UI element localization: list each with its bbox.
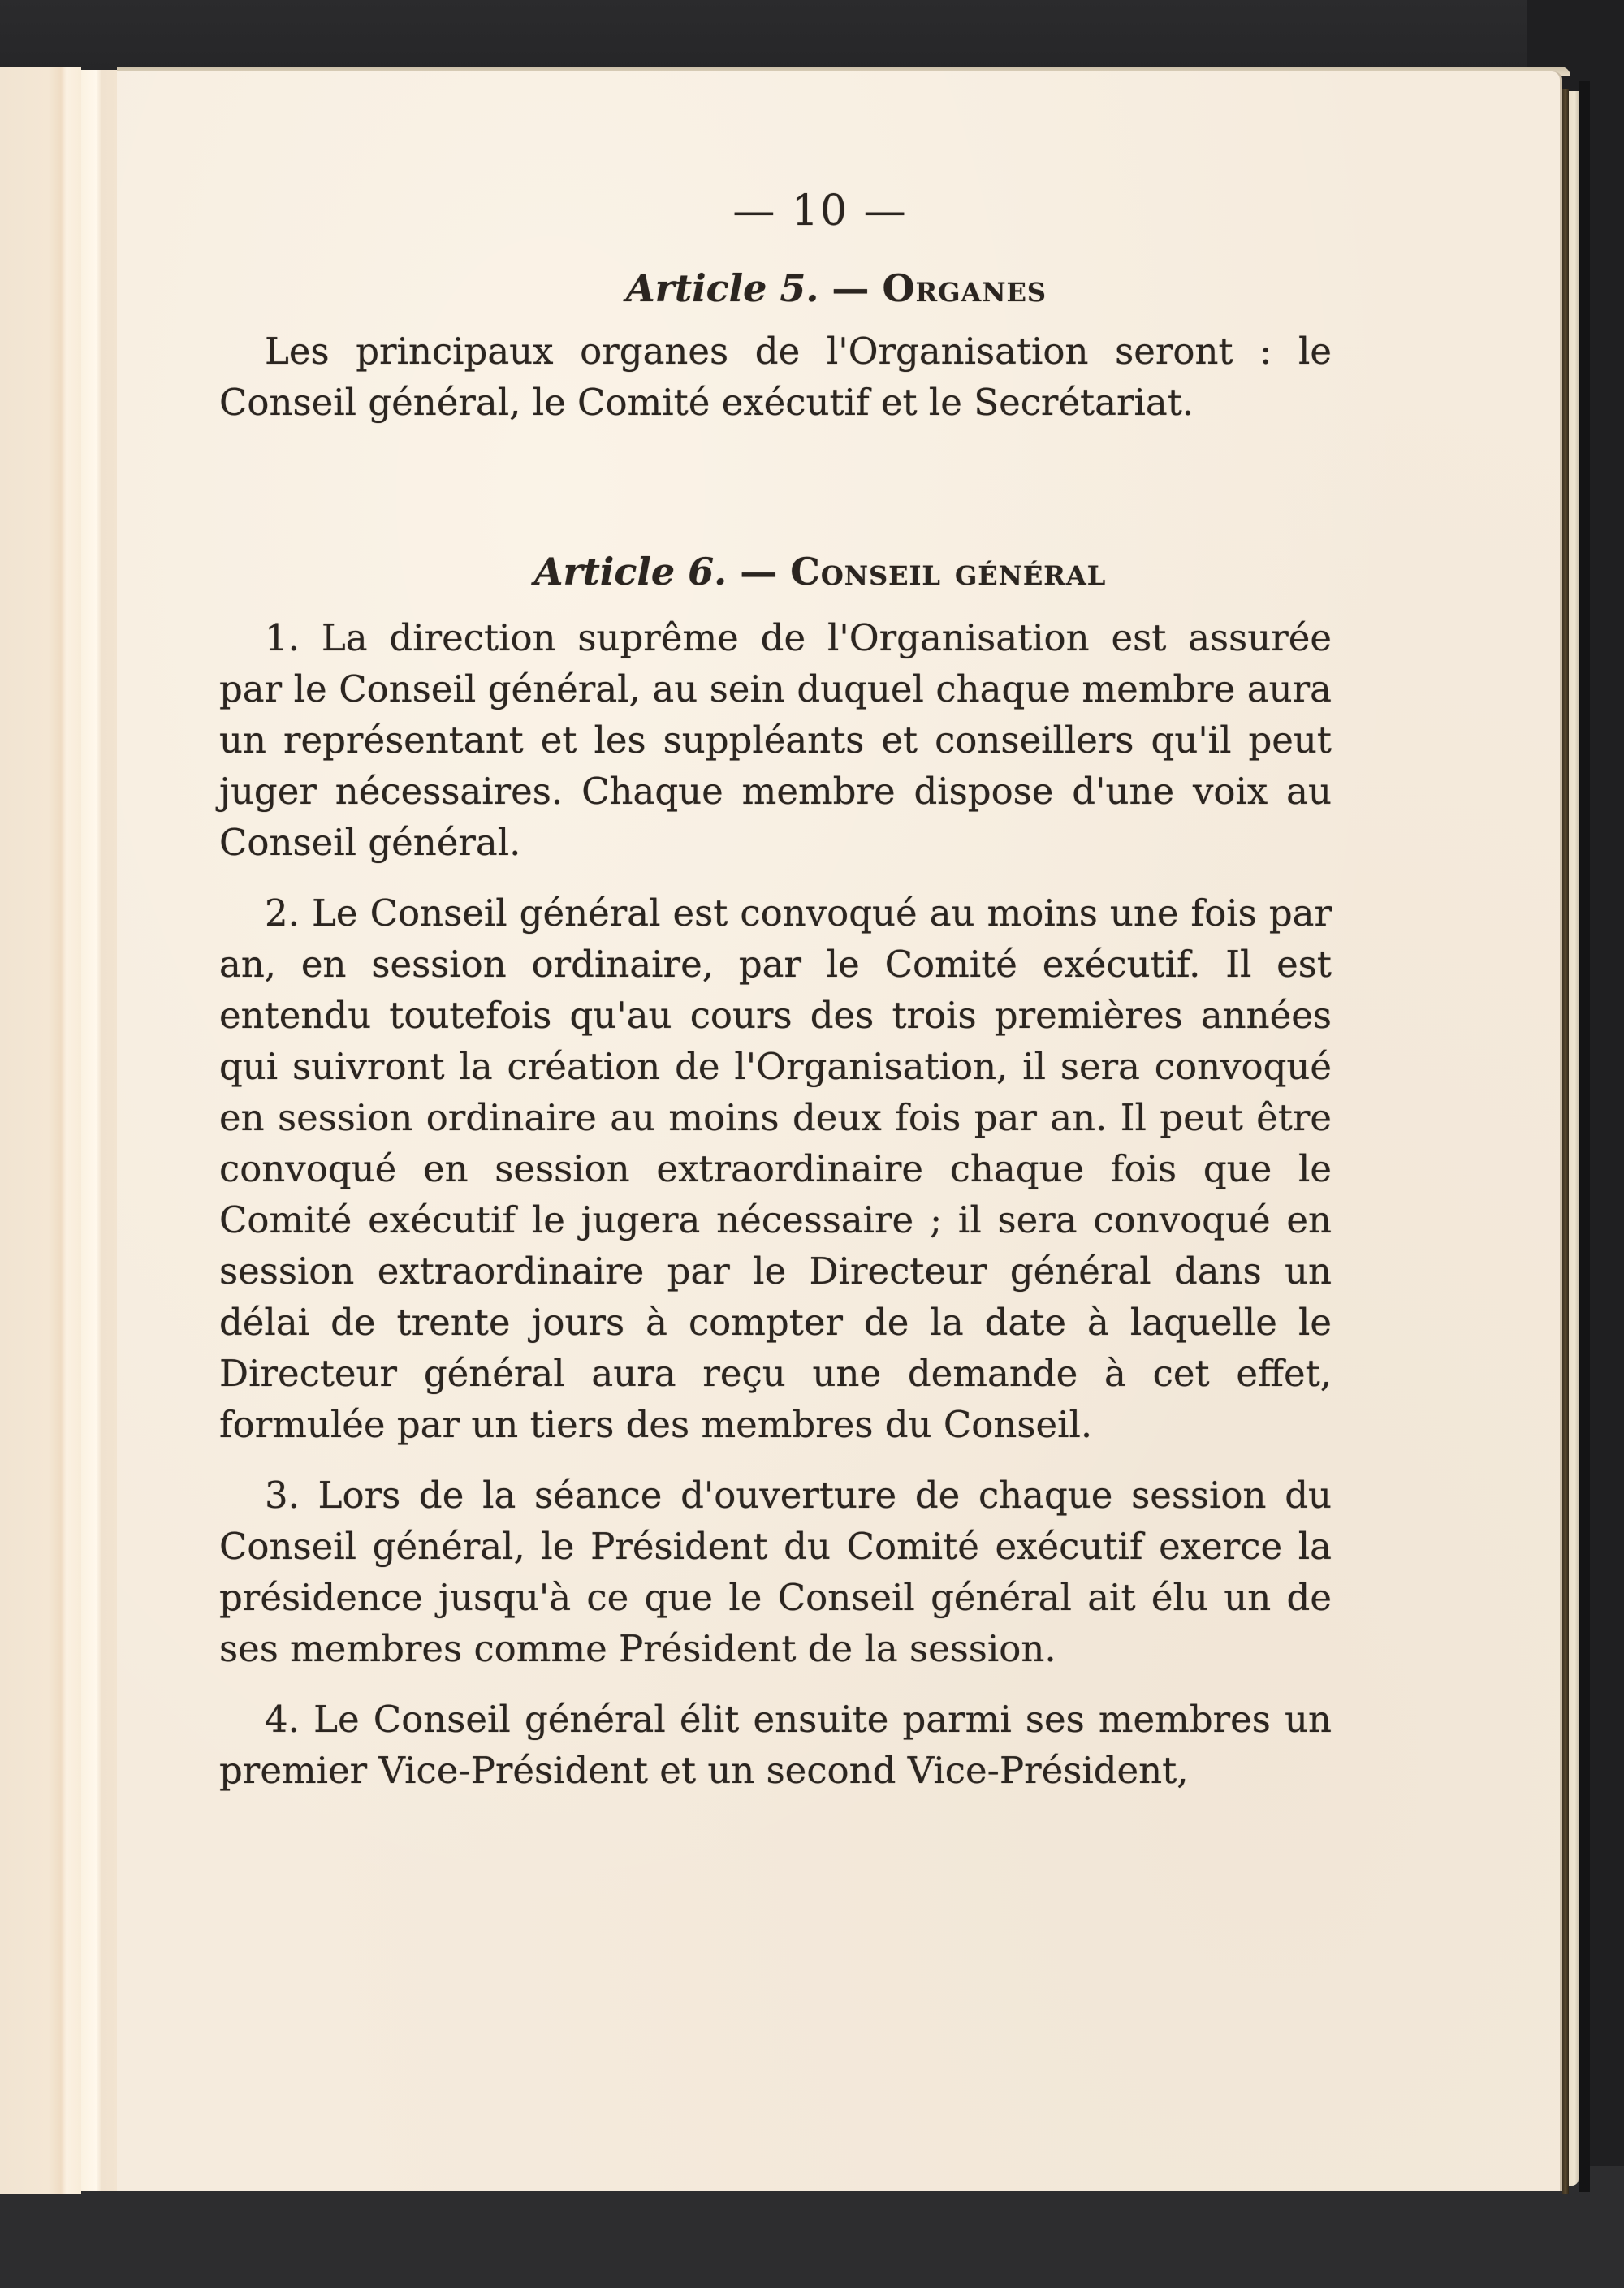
article-6-dash: — <box>727 550 791 594</box>
page-text-block <box>219 187 1332 1796</box>
article-5-title: Organes <box>882 266 1047 310</box>
page-stack-edge-dark <box>1562 89 1569 2194</box>
article-5-dash: — <box>818 266 883 310</box>
article-5-label: Article 5. <box>625 266 819 310</box>
article-6-paragraph-1: 1. La direction suprême de l'Organisation est assurée par le Conseil général, au sein duquel chaque membre aura un représentant et les suppléants et conseillers qu'il peut juger nécessaires. Chaque membre dispose d'une voix au Conseil général. <box>219 616 1332 865</box>
article-6-title: Conseil général <box>790 550 1107 594</box>
scan-backdrop-top <box>0 0 1624 73</box>
article-6-paragraph-3: 3. Lors de la séance d'ouverture de chaque session du Conseil général, le Président du Comité exécutif exerce la présidence jusqu'à ce que le Conseil général ait élu un de ses membres comme Président de la session. <box>219 1474 1332 1671</box>
article-5-paragraph: Les principaux organes de l'Organisation seront : le Conseil général, le Comité exécutif et le Secrétariat. <box>219 330 1332 425</box>
previous-page-edge <box>0 67 81 2194</box>
article-5-heading <box>219 266 1332 311</box>
article-6-heading <box>219 550 1332 594</box>
article-6-label: Article 6. <box>533 550 728 594</box>
page-stack-edge-light <box>1569 91 1579 2186</box>
page-number: — 10 — <box>732 187 908 235</box>
book-gutter <box>81 70 119 2191</box>
article-6-paragraph-4: 4. Le Conseil général élit ensuite parmi ses membres un premier Vice-Président et un second Vice-Président, <box>219 1698 1332 1793</box>
article-6-paragraph-2: 2. Le Conseil général est convoqué au moins une fois par an, en session ordinaire, par le Comité exécutif. Il est entendu toutefois qu'au cours des trois premières années qui suivront la création de l'Organisation, il sera convoqué en session ordinaire au moins deux fois par an. Il peut être convoqué en session extraordinaire chaque fois que le Comité exécutif le jugera nécessaire ; il sera convoqué en session extraordinaire par le Directeur général dans un délai de trente jours à compter de la date à laquelle le Directeur général aura reçu une demande à cet effet, formulée par un tiers des membres du Conseil. <box>219 891 1332 1447</box>
page-stack-shadow <box>1579 81 1590 2192</box>
